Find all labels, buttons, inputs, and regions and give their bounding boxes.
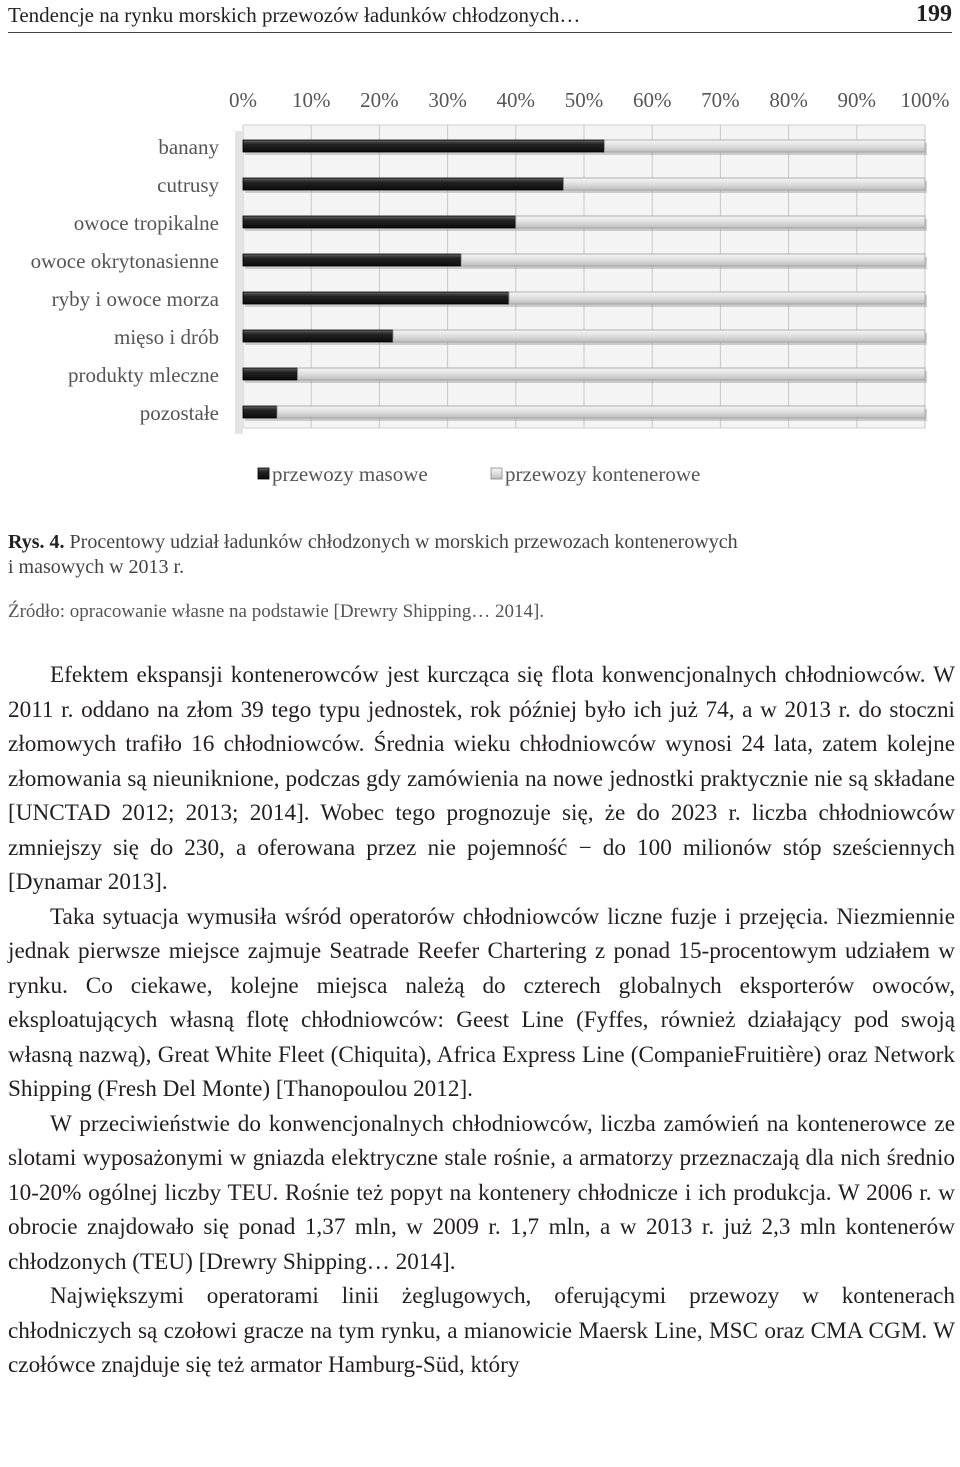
- x-tick-label: 60%: [632, 88, 672, 112]
- category-label: owoce tropikalne: [73, 211, 219, 235]
- caption-label: Rys. 4.: [8, 531, 65, 553]
- body-text: [8, 658, 955, 1383]
- caption-text-line2: i masowych w 2013 r.: [8, 556, 185, 578]
- x-tick-labels: [229, 88, 950, 112]
- bar-container: [393, 330, 925, 342]
- bar-bulk: [243, 216, 516, 228]
- bar-bulk: [243, 406, 277, 418]
- bar-container: [516, 216, 925, 228]
- bar-bulk: [243, 368, 298, 380]
- bar-bulk: [243, 140, 604, 152]
- legend-swatch: [491, 468, 502, 479]
- legend-label: przewozy kontenerowe: [505, 462, 701, 486]
- bar-container: [509, 292, 925, 304]
- category-label: banany: [158, 135, 219, 159]
- bar-bulk: [243, 178, 564, 190]
- figure-caption: [8, 530, 948, 580]
- x-tick-label: 80%: [769, 88, 808, 112]
- bar-container: [277, 406, 925, 418]
- caption-text: Procentowy udział ładunków chłodzonych w morskich przewozach kontenerowych: [69, 531, 738, 553]
- x-tick-label: 50%: [564, 88, 604, 112]
- paragraph: Taka sytuacja wymusiła wśród operatorów chłodniowców liczne fuzje i przejęcia. Niezmiennie jednak pierwsze miejsce zajmuje Seatrade Reefer Chartering z ponad 15-procentowym udziałem w rynku. Co ciekawe, kolejne miejsca należą do czterech globalnych eksporterów owoców, eksploatujących własną flotę chłodniowców: Geest Line (Fyffes, również działający pod swoją własną nazwą), Great White Fleet (Chiquita), Africa Express Line (CompanieFruitière) oraz Network Shipping (Fresh Del Monte) [Thanopoulou 2012].: [8, 903, 955, 1102]
- x-tick-label: 40%: [496, 88, 536, 112]
- category-label: mięso i drób: [114, 325, 219, 349]
- category-label: ryby i owoce morza: [51, 287, 219, 311]
- bar-container: [604, 140, 925, 152]
- bar-bulk: [243, 292, 509, 304]
- x-tick-label: 20%: [360, 88, 399, 112]
- legend-swatch: [258, 468, 269, 479]
- bar-container: [298, 368, 925, 380]
- category-label: produkty mleczne: [67, 363, 219, 387]
- bar-container: [461, 254, 925, 266]
- x-tick-label: 10%: [291, 88, 331, 112]
- legend: [258, 462, 700, 486]
- category-labels: [31, 135, 220, 425]
- plot-depth: [235, 131, 243, 434]
- x-tick-label: 0%: [229, 88, 257, 112]
- x-tick-label: 100%: [900, 88, 950, 112]
- category-label: owoce okrytonasienne: [30, 249, 219, 273]
- legend-label: przewozy masowe: [272, 462, 428, 486]
- running-title: Tendencje na rynku morskich przewozów ładunków chłodzonych…: [8, 3, 581, 27]
- x-tick-label: 30%: [428, 88, 467, 112]
- category-label: pozostałe: [139, 401, 219, 425]
- x-tick-label: 90%: [837, 88, 877, 112]
- page-number: 199: [916, 1, 952, 27]
- paragraph: W przeciwieństwie do konwencjonalnych chłodniowców, liczba zamówień na kontenerowce ze slotami wyposażonymi w gniazda elektryczne stale rośnie, a armatorzy przeznaczają dla nich średnio 10-20% ogólnej liczby TEU. Rośnie też popyt na kontenery chłodnicze i ich produkcja. W 2006 r. w obrocie znajdowało się ponad 1,37 mln, w 2009 r. 1,7 mln, a w 2013 r. już 2,3 mln kontenerów chłodzonych (TEU) [Drewry Shipping… 2014].: [8, 1110, 955, 1275]
- grid-layer: [235, 125, 925, 434]
- stacked-bar-chart: [0, 70, 960, 520]
- bar-bulk: [243, 330, 393, 342]
- bar-bulk: [243, 254, 461, 266]
- bar-container: [564, 178, 925, 190]
- figure-source: Źródło: opracowanie własne na podstawie [Drewry Shipping… 2014].: [8, 601, 545, 622]
- running-header: [8, 0, 952, 33]
- paragraph: Efektem ekspansji kontenerowców jest kurcząca się flota konwencjonalnych chłodniowców. W 2011 r. oddano na złom 39 tego typu jednostek, rok później było ich już 74, a w 2013 r. do stoczni złomowych trafiło 16 chłodniowców. Średnia wieku chłodniowców wynosi 24 lata, zatem kolejne złomowania są nieuniknione, podczas gdy zamówienia na nowe jednostki praktycznie nie są składane [UNCTAD 2012; 2013; 2014]. Wobec tego prognozuje się, że do 2023 r. liczba chłodniowców zmniejszy się do 230, a oferowana przez nie pojemność − do 100 milionów stóp sześciennych [Dynamar 2013].: [8, 662, 955, 895]
- paragraph: Największymi operatorami linii żeglugowych, oferującymi przewozy w kontenerach chłodniczych są czołowi gracze na tym rynku, a mianowicie Maersk Line, MSC oraz CMA CGM. W czołówce znajduje się też armator Hamburg-Süd, który: [8, 1283, 955, 1378]
- x-tick-label: 70%: [701, 88, 740, 112]
- category-label: cutrusy: [157, 173, 219, 197]
